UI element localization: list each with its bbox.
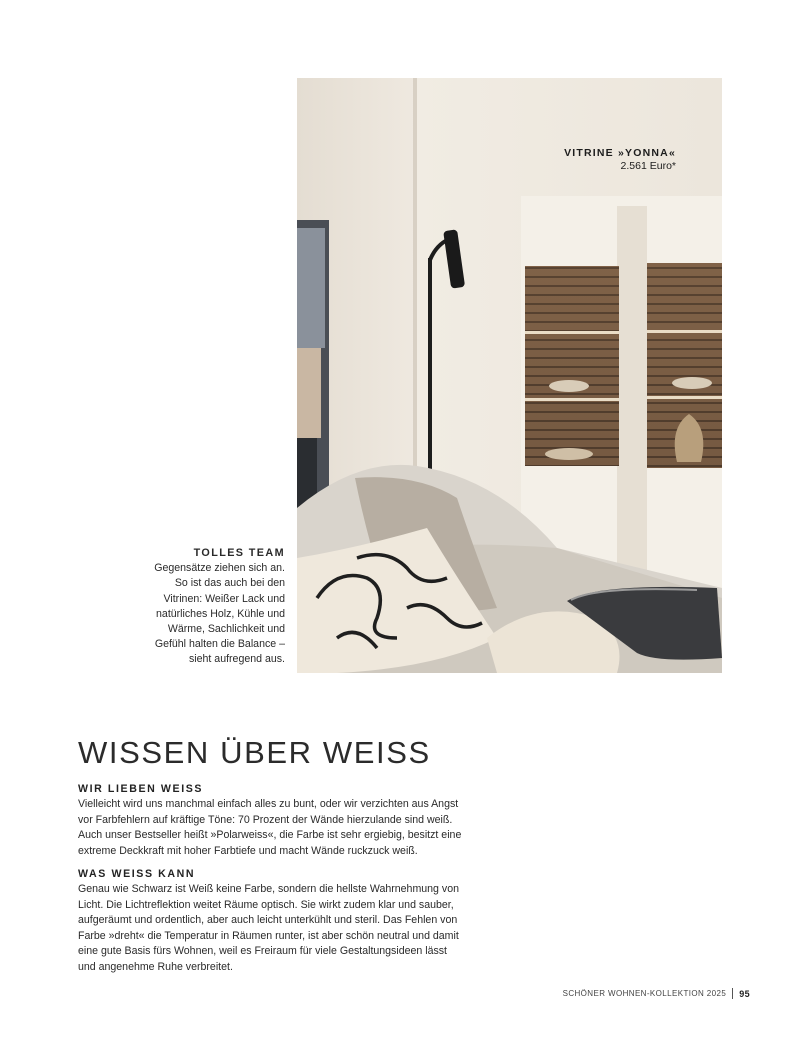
publication-name: SCHÖNER WOHNEN-KOLLEKTION 2025 <box>562 989 727 998</box>
section-line: und angenehme Ruhe verbreitet. <box>78 960 233 973</box>
section-line: Licht. Die Lichtreflektion weitet Räume optisch. Sie wirkt zudem klar und sauber, <box>78 898 454 911</box>
side-caption-line: So ist das auch bei den <box>174 577 285 590</box>
side-caption-line: Vitrinen: Weißer Lack und <box>163 592 285 605</box>
vitrine-caption <box>564 147 676 173</box>
section-line: extreme Deckkraft mit hoher Farbtiefe und macht Wände ruckzuck weiß. <box>78 844 418 857</box>
page-footer <box>563 988 750 999</box>
article-section-love-white <box>78 781 498 859</box>
article-section-what-white-can <box>78 866 498 975</box>
side-caption-line: Gefühl halten die Balance – <box>154 638 285 651</box>
section-line: Auch unser Bestseller heißt »Polarweiss«, die Farbe ist sehr ergiebig, besitzt eine <box>78 829 462 841</box>
section-line: vor Farbfehlern auf kräftige Töne: 70 Prozent der Wände hierzulande sind weiß. <box>78 813 453 826</box>
section-heading: WIR LIEBEN WEISS <box>78 783 204 795</box>
page-number: 95 <box>739 988 750 999</box>
vitrine-price: 2.561 Euro* <box>620 160 676 172</box>
side-caption-heading: TOLLES TEAM <box>193 547 285 559</box>
vitrine-name: VITRINE »YONNA« <box>564 147 676 159</box>
side-caption-line: Gegensätze ziehen sich an. <box>154 562 285 575</box>
footer-divider <box>732 988 733 999</box>
section-line: aufgeräumt und ordentlich, aber auch leicht unterkühlt und steril. Das Fehlen von <box>78 914 458 926</box>
section-heading: WAS WEISS KANN <box>78 868 196 880</box>
section-line: Vielleicht wird uns manchmal einfach alles zu bunt, oder wir verzichten aus Angst <box>78 798 459 810</box>
side-caption-line: Wärme, Sachlichkeit und <box>167 623 285 636</box>
side-caption-line: sieht aufregend aus. <box>188 653 285 666</box>
section-line: Farbe »dreht« die Temperatur in Räumen runter, ist aber schön neutral und damit <box>78 929 459 942</box>
side-caption-line: natürliches Holz, Kühle und <box>156 607 285 620</box>
section-line: Genau wie Schwarz ist Weiß keine Farbe, sondern die hellste Wahrnehmung von <box>78 883 459 895</box>
side-caption <box>120 546 285 668</box>
article-title: WISSEN ÜBER WEISS <box>78 735 431 770</box>
section-line: eine gute Basis fürs Wohnen, weil es Freiraum für viele Gestaltungsideen lässt <box>78 945 448 957</box>
